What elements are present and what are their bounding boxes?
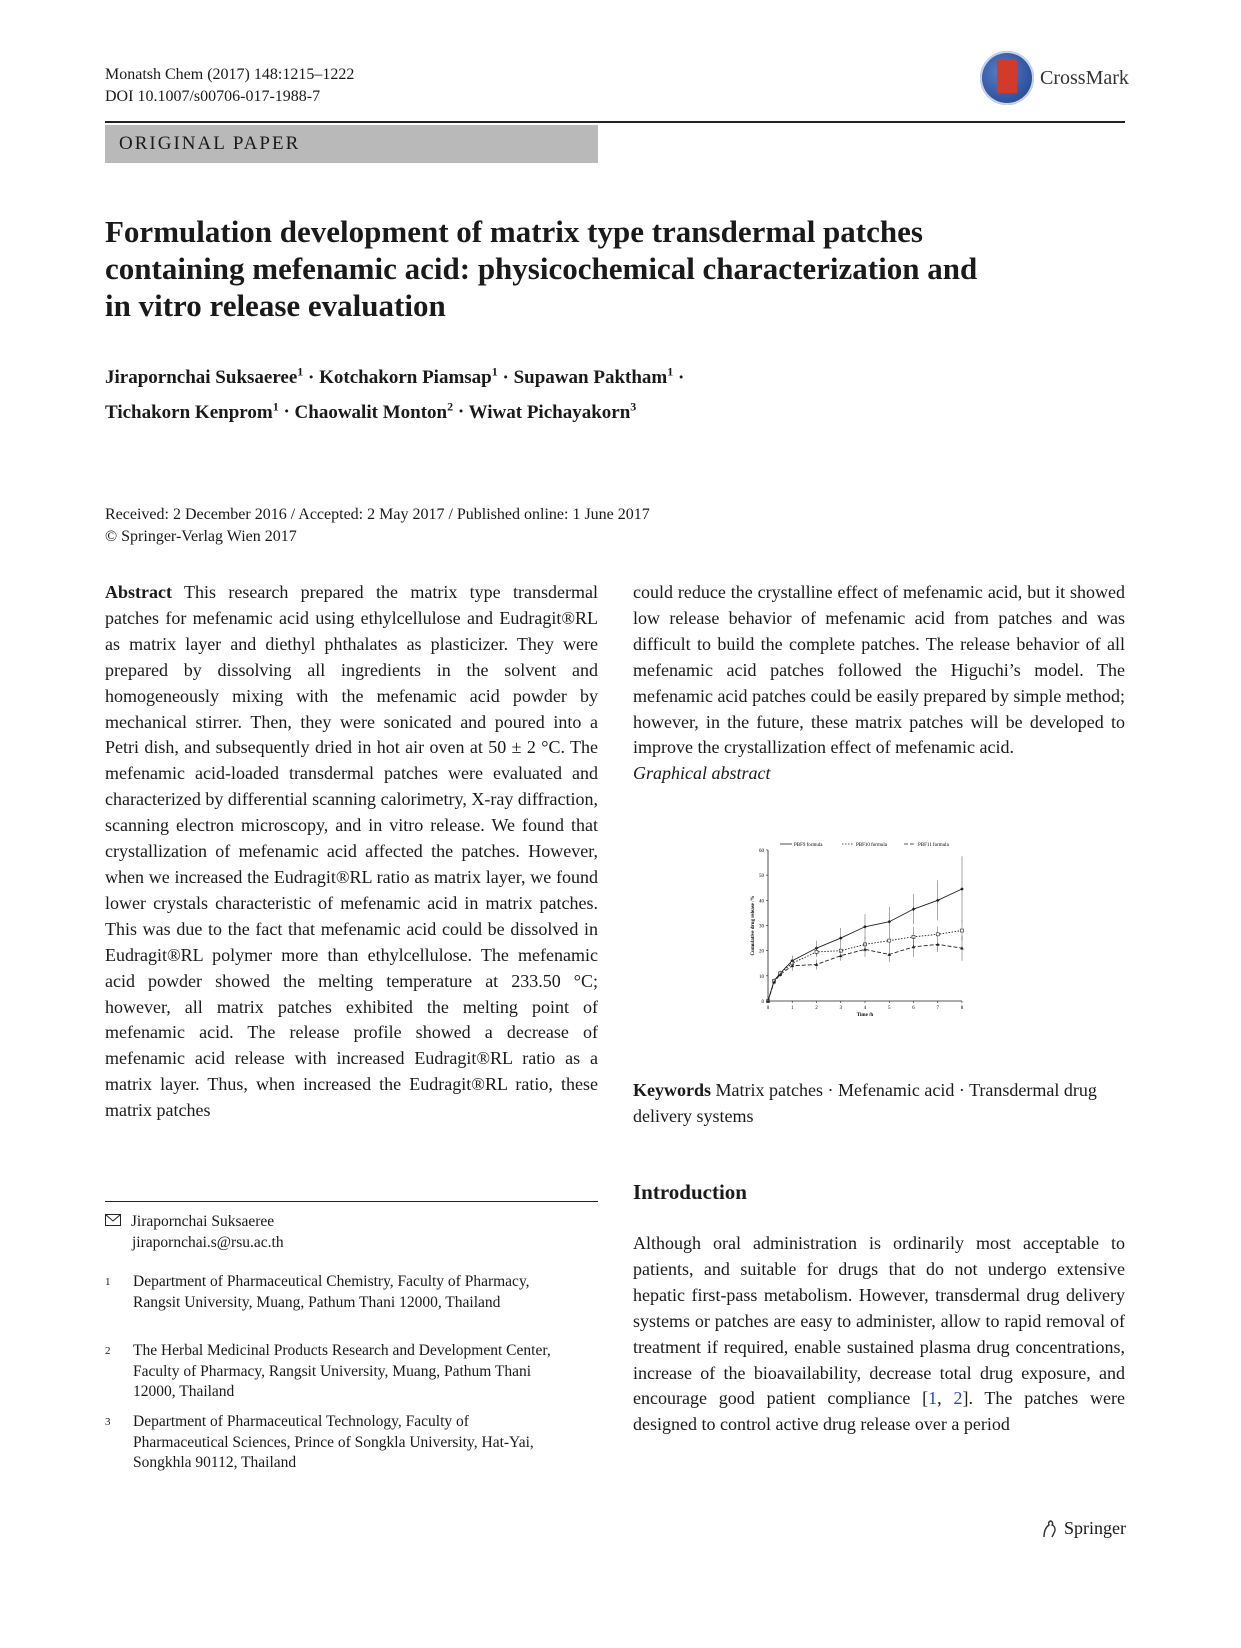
data-point xyxy=(936,899,940,903)
x-tick-label: 1 xyxy=(791,1006,794,1011)
y-tick-label: 0 xyxy=(761,1000,764,1005)
crossmark-label: CrossMark xyxy=(1040,66,1129,89)
y-tick-label: 50 xyxy=(759,874,764,880)
graphical-abstract-label: Graphical abstract xyxy=(633,763,771,784)
section-banner: ORIGINAL PAPER xyxy=(105,125,598,163)
x-tick-label: 6 xyxy=(912,1006,915,1011)
data-point xyxy=(961,929,964,932)
affiliation: 2 The Herbal Medicinal Products Research and Development Center, Faculty of Pharmacy, Rangsit University, Muang, Pathum Thani 12000, Thailand xyxy=(105,1342,551,1400)
legend-entry: PBF9 formula xyxy=(794,843,823,848)
affiliation: 3 Department of Pharmaceutical Technology, Faculty of Pharmaceutical Sciences, Prince of Songkla University, Hat-Yai, Songkhla 90112, Thailand xyxy=(105,1413,534,1471)
data-point xyxy=(863,925,867,929)
introduction-heading: Introduction xyxy=(633,1180,747,1204)
history-line: Received: 2 December 2016 / Accepted: 2 May 2017 / Published online: 1 June 2017 xyxy=(105,506,650,523)
author[interactable]: Kotchakorn Piamsap$^1$ xyxy=(319,365,498,389)
introduction-text: Although oral administration is ordinarily most acceptable to patients, and suitable for drugs that do not undergo extensive hepatic first-pass metabolism. However, transdermal drug delivery systems or patches are easy to administer, allow to rapid removal of treatment if required, enable sustained plasma drug concentrations, increase of the bioavailability, decrease total drug exposure, and encourage good patient compliance [1, 2]. The patches were designed to control active drug release over a period xyxy=(633,1233,1125,1435)
data-point xyxy=(888,939,891,942)
data-point xyxy=(863,948,867,951)
author[interactable]: Tichakorn Kenprom$^1$ xyxy=(105,399,279,423)
y-tick-label: 60 xyxy=(759,849,764,854)
y-tick-label: 40 xyxy=(759,899,764,905)
doi[interactable]: DOI 10.1007/s00706-017-1988-7 xyxy=(105,88,321,105)
keywords-label: Keywords xyxy=(633,1080,711,1100)
x-tick-label: 0 xyxy=(766,1006,770,1011)
springer-horse-icon xyxy=(1040,1519,1060,1539)
abstract-right-column xyxy=(633,580,1125,787)
affiliation: 1 Department of Pharmaceutical Chemistry, Faculty of Pharmacy, Rangsit University, Muang, Pathum Thani 12000, Thailand xyxy=(105,1273,530,1311)
x-tick-label: 8 xyxy=(960,1006,964,1011)
copyright-line: © Springer-Verlag Wien 2017 xyxy=(105,528,297,545)
author[interactable]: Jirapornchai Suksaeree$^1$ xyxy=(105,365,304,389)
y-tick-label: 30 xyxy=(759,924,764,930)
data-point xyxy=(960,887,964,891)
x-tick-label: 4 xyxy=(863,1006,867,1011)
data-point xyxy=(839,954,843,957)
abstract-heading: Abstract xyxy=(105,582,172,602)
keywords xyxy=(633,1077,1125,1129)
legend-entry: PBF10 formula xyxy=(856,843,887,848)
x-tick-label: 3 xyxy=(839,1006,842,1011)
x-axis-label: Time /h xyxy=(856,1013,874,1018)
data-point xyxy=(936,933,939,936)
y-tick-label: 20 xyxy=(759,949,764,955)
data-point xyxy=(912,907,916,911)
header-rule xyxy=(105,121,1125,123)
legend-entry: PBF11 formula xyxy=(918,843,949,848)
footnote-rule xyxy=(105,1201,598,1202)
data-point xyxy=(815,950,818,953)
abstract-left-column xyxy=(105,580,598,1124)
author[interactable]: Chaowalit Monton$^2$ xyxy=(294,399,454,423)
journal-citation: Monatsh Chem (2017) 148:1215–1222 xyxy=(105,66,355,83)
author-list: Jirapornchai Suksaeree$^1$ · Kotchakorn Piamsap$^1$ · Supawan Paktham$^1$ · Tichakorn Kenprom$^1$ · Chaowalit Monton$^2$ · Wiwat Pichayakorn$^3$ xyxy=(105,365,685,423)
graphical-abstract-chart xyxy=(750,838,1015,1028)
x-tick-label: 7 xyxy=(936,1006,939,1011)
publisher-logo xyxy=(1040,1518,1126,1539)
keywords-list: Matrix patches · Mefenamic acid · Transdermal drug delivery systems xyxy=(633,1080,1097,1126)
x-tick-label: 2 xyxy=(815,1006,818,1011)
y-axis-label: Cumulative drug release /% xyxy=(751,895,756,956)
publisher-name: Springer xyxy=(1064,1518,1126,1538)
abstract-text-continued: could reduce the crystalline effect of mefenamic acid, but it showed low release behavior of mefenamic acid from patches and was difficult to build the complete patches. The release behavior of all mefenamic acid patches followed the Higuchi’s model. The mefenamic acid patches could be easily prepared by simple method; however, in the future, these matrix patches will be developed to improve the crystallization effect of mefenamic acid. xyxy=(633,582,1125,758)
author[interactable]: Supawan Paktham$^1$ xyxy=(513,365,674,389)
data-point xyxy=(887,920,891,924)
abstract-text: This research prepared the matrix type transdermal patches for mefenamic acid using ethylcellulose and Eudragit®RL as matrix layer and diethyl phthalates as plasticizer. They were prepared by dissolving all ingredients in the solvent and homogeneously mixing with the mefenamic acid powder by mechanical stirrer. Then, they were sonicated and poured into a Petri dish, and subsequently dried in hot air oven at 50 ± 2 °C. The mefenamic acid-loaded transdermal patches were evaluated and characterized by differential scanning calorimetry, X-ray diffraction, scanning electron microscopy, and in vitro release. We found that crystallization of mefenamic acid affected the patches. However, when we increased the Eudragit®RL ratio as matrix layer, we found lower crystals characteristic of mefenamic acid in matrix patches. This was due to the fact that mefenamic acid could be dissolved in Eudragit®RL polymer more than ethylcellulose. The mefenamic acid powder showed the melting temperature at 233.50 °C; however, all matrix patches exhibited the melting point of mefenamic acid. The release profile showed a decrease of mefenamic acid release with increased Eudragit®RL ratio as a matrix layer. Thus, when increased the Eudragit®RL ratio, these matrix patches xyxy=(105,582,598,1121)
y-tick-label: 10 xyxy=(759,974,764,980)
reference-link[interactable]: 2 xyxy=(953,1388,963,1409)
x-tick-label: 5 xyxy=(888,1006,891,1011)
reference-link[interactable]: 1 xyxy=(928,1388,938,1409)
correspondence xyxy=(105,1212,598,1253)
journal-header xyxy=(105,64,354,108)
correspondence-name: Jirapornchai Suksaeree xyxy=(130,1213,275,1230)
envelope-icon xyxy=(105,1212,127,1233)
data-point xyxy=(839,936,843,940)
publication-dates xyxy=(105,504,650,548)
author[interactable]: Wiwat Pichayakorn$^3$ xyxy=(468,399,637,423)
crossmark-logo[interactable] xyxy=(980,48,1130,108)
correspondence-email[interactable]: jirapornchai.s@rsu.ac.th xyxy=(132,1233,284,1251)
paper-title: Formulation development of matrix type transdermal patches containing mefenamic acid: physicochemical characterization and in vitro release evaluation xyxy=(105,214,978,323)
crossmark-icon xyxy=(980,51,1034,105)
